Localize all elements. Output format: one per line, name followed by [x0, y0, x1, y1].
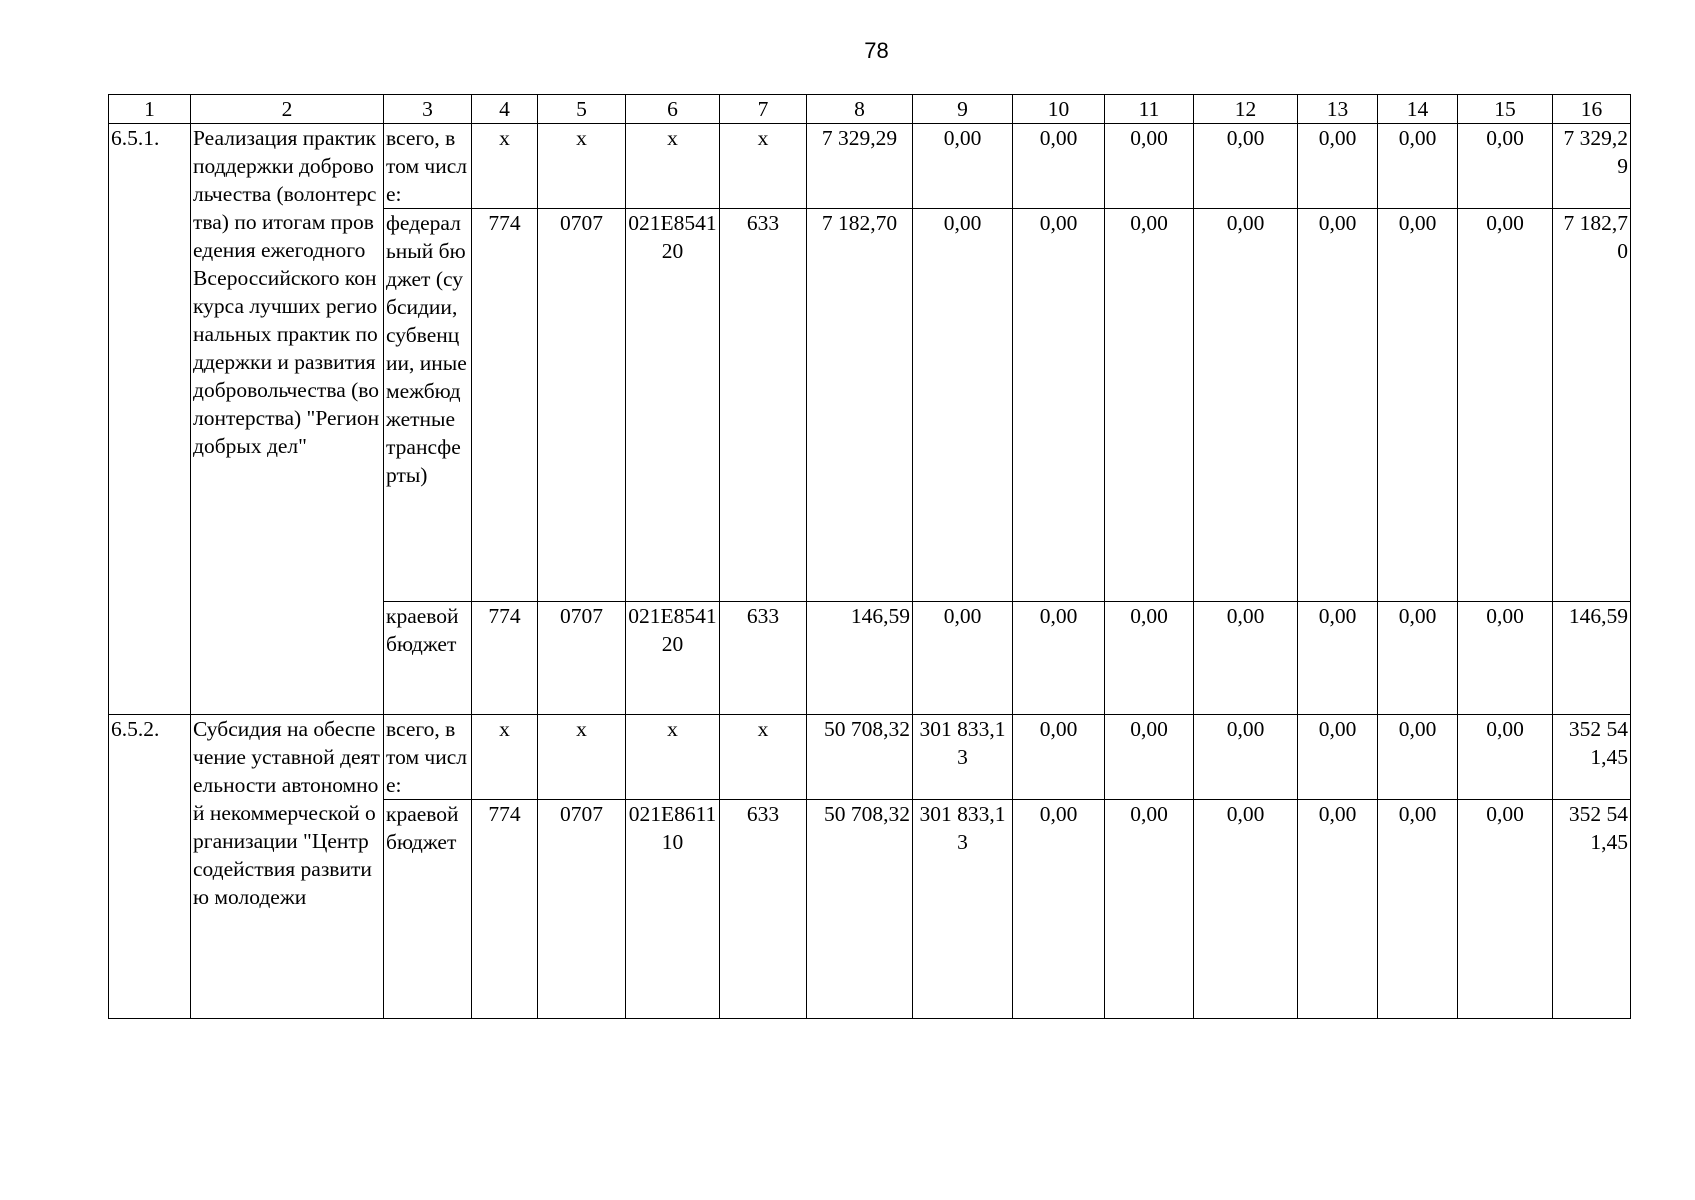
header-cell: 10 — [1013, 95, 1105, 124]
header-cell: 3 — [384, 95, 472, 124]
cell-c7: 633 — [720, 209, 807, 602]
header-cell: 4 — [472, 95, 538, 124]
cell-c15: 0,00 — [1458, 800, 1553, 1019]
cell-c10: 0,00 — [1013, 209, 1105, 602]
header-cell: 8 — [807, 95, 913, 124]
cell-c13: 0,00 — [1298, 124, 1378, 209]
cell-c15: 0,00 — [1458, 715, 1553, 800]
cell-c14: 0,00 — [1378, 800, 1458, 1019]
cell-c5: 0707 — [538, 209, 626, 602]
cell-c10: 0,00 — [1013, 715, 1105, 800]
cell-c5: x — [538, 124, 626, 209]
cell-c12: 0,00 — [1194, 800, 1298, 1019]
header-cell: 2 — [191, 95, 384, 124]
cell-c15: 0,00 — [1458, 209, 1553, 602]
cell-c11: 0,00 — [1105, 602, 1194, 715]
cell-c8: 146,59 — [807, 602, 913, 715]
cell-c15: 0,00 — [1458, 602, 1553, 715]
cell-c16: 7 182,70 — [1553, 209, 1631, 602]
cell-c7: x — [720, 124, 807, 209]
cell-c10: 0,00 — [1013, 124, 1105, 209]
cell-c12: 0,00 — [1194, 602, 1298, 715]
cell-c6: x — [626, 124, 720, 209]
cell-c5: x — [538, 715, 626, 800]
header-cell: 16 — [1553, 95, 1631, 124]
cell-c9: 301 833,13 — [913, 715, 1013, 800]
header-cell: 5 — [538, 95, 626, 124]
cell-c10: 0,00 — [1013, 800, 1105, 1019]
item-name: Субсидия на обеспечение уставной деятельности автономной некоммерческой организации "Центр содействия развитию молодежи — [191, 715, 384, 1019]
cell-c4: 774 — [472, 602, 538, 715]
cell-c9: 0,00 — [913, 209, 1013, 602]
cell-c16: 146,59 — [1553, 602, 1631, 715]
cell-c4: x — [472, 124, 538, 209]
cell-c6: 021E861110 — [626, 800, 720, 1019]
funding-source: всего, в том числе: — [384, 715, 472, 800]
cell-c13: 0,00 — [1298, 602, 1378, 715]
funding-source: краевой бюджет — [384, 800, 472, 1019]
cell-c7: 633 — [720, 602, 807, 715]
header-cell: 6 — [626, 95, 720, 124]
cell-c13: 0,00 — [1298, 715, 1378, 800]
cell-c7: x — [720, 715, 807, 800]
cell-c13: 0,00 — [1298, 209, 1378, 602]
cell-c6: 021E854120 — [626, 209, 720, 602]
cell-c9: 301 833,13 — [913, 800, 1013, 1019]
table-row — [109, 715, 1631, 800]
header-cell: 14 — [1378, 95, 1458, 124]
header-cell: 15 — [1458, 95, 1553, 124]
cell-c5: 0707 — [538, 602, 626, 715]
cell-c9: 0,00 — [913, 124, 1013, 209]
cell-c14: 0,00 — [1378, 124, 1458, 209]
item-code: 6.5.2. — [109, 715, 191, 1019]
cell-c16: 352 541,45 — [1553, 715, 1631, 800]
header-cell: 1 — [109, 95, 191, 124]
cell-c12: 0,00 — [1194, 209, 1298, 602]
funding-source: краевой бюджет — [384, 602, 472, 715]
header-row — [109, 95, 1631, 124]
cell-c8: 7 182,70 — [807, 209, 913, 602]
cell-c11: 0,00 — [1105, 124, 1194, 209]
cell-c4: x — [472, 715, 538, 800]
item-name: Реализация практик поддержки добровольчества (волонтерства) по итогам проведения ежегодного Всероссийского конкурса лучших региональных практик поддержки и развития добровольчества (волонтерства) "Регион добрых дел" — [191, 124, 384, 715]
budget-table — [108, 94, 1631, 1019]
cell-c6: x — [626, 715, 720, 800]
cell-c8: 7 329,29 — [807, 124, 913, 209]
header-cell: 7 — [720, 95, 807, 124]
funding-source: федеральный бюджет (субсидии, субвенции, иные межбюджетные трансферты) — [384, 209, 472, 602]
cell-c7: 633 — [720, 800, 807, 1019]
header-cell: 9 — [913, 95, 1013, 124]
cell-c12: 0,00 — [1194, 715, 1298, 800]
header-cell: 11 — [1105, 95, 1194, 124]
cell-c10: 0,00 — [1013, 602, 1105, 715]
cell-c8: 50 708,32 — [807, 715, 913, 800]
header-cell: 13 — [1298, 95, 1378, 124]
cell-c11: 0,00 — [1105, 800, 1194, 1019]
cell-c4: 774 — [472, 800, 538, 1019]
cell-c4: 774 — [472, 209, 538, 602]
cell-c8: 50 708,32 — [807, 800, 913, 1019]
table-row — [109, 124, 1631, 209]
cell-c14: 0,00 — [1378, 602, 1458, 715]
funding-source: всего, в том числе: — [384, 124, 472, 209]
cell-c14: 0,00 — [1378, 715, 1458, 800]
item-code: 6.5.1. — [109, 124, 191, 715]
page-number: 78 — [864, 38, 889, 63]
cell-c9: 0,00 — [913, 602, 1013, 715]
cell-c12: 0,00 — [1194, 124, 1298, 209]
cell-c11: 0,00 — [1105, 715, 1194, 800]
cell-c16: 7 329,29 — [1553, 124, 1631, 209]
cell-c5: 0707 — [538, 800, 626, 1019]
cell-c13: 0,00 — [1298, 800, 1378, 1019]
cell-c11: 0,00 — [1105, 209, 1194, 602]
cell-c15: 0,00 — [1458, 124, 1553, 209]
header-cell: 12 — [1194, 95, 1298, 124]
cell-c14: 0,00 — [1378, 209, 1458, 602]
cell-c6: 021E854120 — [626, 602, 720, 715]
cell-c16: 352 541,45 — [1553, 800, 1631, 1019]
